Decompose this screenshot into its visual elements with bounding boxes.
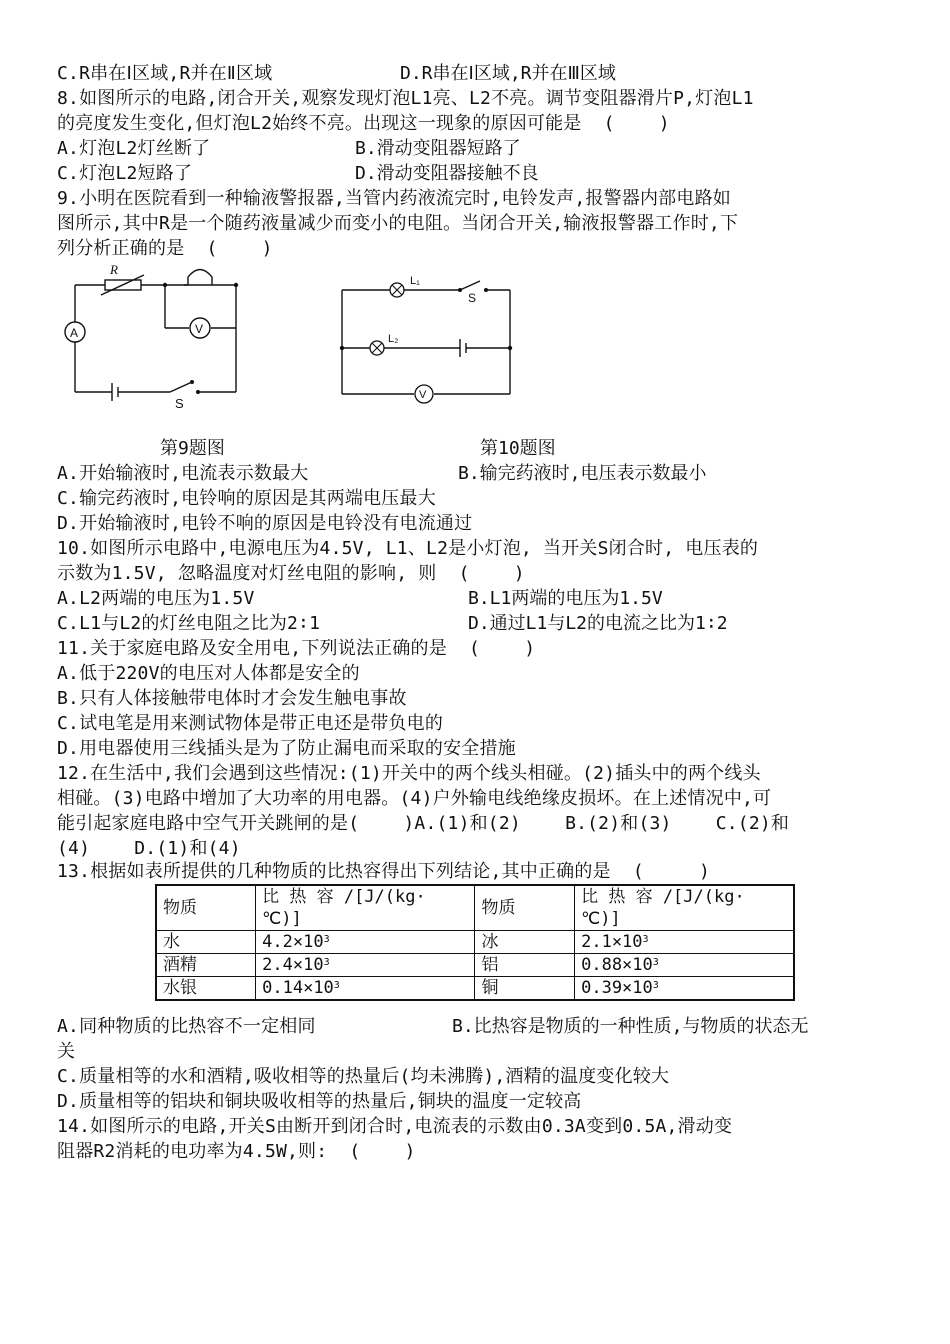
fig9-switch-label: S: [175, 396, 184, 411]
fig9-label-r: R: [110, 262, 118, 277]
figure-10-caption: 第10题图: [480, 438, 556, 459]
fig9-voltmeter-label: V: [195, 322, 204, 336]
q9-option-c: C.输完药液时,电铃响的原因是其两端电压最大: [57, 488, 436, 509]
q11-option-a: A.低于220V的电压对人体都是安全的: [57, 663, 360, 684]
q10-option-a: A.L2两端的电压为1.5V: [57, 588, 255, 609]
q13-stem: 13.根据如表所提供的几种物质的比热容得出下列结论,其中正确的是 ( ): [57, 861, 711, 882]
q11-option-c: C.试电笔是用来测试物体是带正电还是带负电的: [57, 713, 444, 734]
q10-option-d: D.通过L1与L2的电流之比为1∶2: [468, 613, 728, 634]
specific-heat-table: [155, 884, 795, 1001]
q9-option-d: D.开始输液时,电铃不响的原因是电铃没有电流通过: [57, 513, 473, 534]
q7-option-d: D.R串在Ⅰ区域,R并在Ⅲ区域: [400, 63, 616, 84]
q8-option-a: A.灯泡L2灯丝断了: [57, 138, 211, 159]
table-header-row: [156, 885, 794, 931]
table-cell: 酒精: [156, 954, 256, 977]
figure-9-circuit: [60, 262, 260, 412]
q13-option-a: A.同种物质的比热容不一定相同: [57, 1016, 316, 1037]
q10-option-b: B.L1两端的电压为1.5V: [468, 588, 663, 609]
q14-stem-line2: 阻器R2消耗的电功率为4.5W,则: ( ): [57, 1141, 416, 1162]
q8-option-b: B.滑动变阻器短路了: [355, 138, 521, 159]
q7-option-c: C.R串在Ⅰ区域,R并在Ⅱ区域: [57, 63, 273, 84]
table-cell: $0.88\times 10^3$: [575, 954, 794, 977]
q12-stem-line1: 12.在生活中,我们会遇到这些情况:(1)开关中的两个线头相碰。(2)插头中的两个线头: [57, 763, 761, 784]
fig10-l1-label: L₁: [410, 275, 420, 287]
q10-stem-line1: 10.如图所示电路中,电源电压为4.5V, L1、L2是小灯泡, 当开关S闭合时, 电压表的: [57, 538, 759, 559]
table-cell: 铜: [475, 977, 575, 1001]
q8-option-d: D.滑动变阻器接触不良: [355, 163, 539, 184]
q12-stem-line3: 能引起家庭电路中空气开关跳闸的是( )A.(1)和(2) B.(2)和(3) C.(2)和: [57, 813, 790, 834]
table-cell: $2.4\times 10^3$: [256, 954, 475, 977]
table-header-cell: 比 热 容 /[J/(kg· ℃)]: [575, 885, 794, 931]
q12-stem-line4: (4) D.(1)和(4): [57, 838, 241, 859]
fig10-switch-label: S: [468, 291, 477, 305]
q9-option-b: B.输完药液时,电压表示数最小: [458, 463, 707, 484]
q10-stem-line2: 示数为1.5V, 忽略温度对灯丝电阻的影响, 则 ( ): [57, 563, 525, 584]
fig10-l2-label: L₂: [388, 333, 399, 345]
fig10-voltmeter-label: V: [419, 389, 427, 401]
table-cell: $0.39\times 10^3$: [575, 977, 794, 1001]
figure-9-caption: 第9题图: [160, 438, 225, 459]
q9-stem-line2: 图所示,其中R是一个随药液量减少而变小的电阻。当闭合开关,输液报警器工作时,下: [57, 213, 739, 234]
q10-option-c: C.L1与L2的灯丝电阻之比为2∶1: [57, 613, 321, 634]
q11-option-b: B.只有人体接触带电体时才会发生触电事故: [57, 688, 407, 709]
q13-option-d: D.质量相等的铝块和铜块吸收相等的热量后,铜块的温度一定较高: [57, 1091, 582, 1112]
q9-stem-line3: 列分析正确的是 ( ): [57, 238, 273, 259]
q12-stem-line2: 相碰。(3)电路中增加了大功率的用电器。(4)户外输电线绝缘皮损坏。在上述情况中,可: [57, 788, 772, 809]
table-cell: $0.14\times 10^3$: [256, 977, 475, 1001]
q9-option-a: A.开始输液时,电流表示数最大: [57, 463, 309, 484]
q8-stem-line2: 的亮度发生变化,但灯泡L2始终不亮。出现这一现象的原因可能是 ( ): [57, 113, 670, 134]
table-row: [156, 954, 794, 977]
q11-stem: 11.关于家庭电路及安全用电,下列说法正确的是 ( ): [57, 638, 536, 659]
q8-option-c: C.灯泡L2短路了: [57, 163, 193, 184]
fig9-ammeter-label: A: [70, 326, 79, 340]
q9-stem-line1: 9.小明在医院看到一种输液警报器,当管内药液流完时,电铃发声,报警器内部电路如: [57, 188, 731, 209]
q13-option-b-cont: 关: [57, 1041, 76, 1062]
table-cell: $4.2\times 10^3$: [256, 931, 475, 954]
q11-option-d: D.用电器使用三线插头是为了防止漏电而采取的安全措施: [57, 738, 516, 759]
table-cell: 水: [156, 931, 256, 954]
table-cell: 铝: [475, 954, 575, 977]
table-header-cell: 物质: [156, 885, 256, 931]
table-cell: $2.1\times 10^3$: [575, 931, 794, 954]
table-cell: 水银: [156, 977, 256, 1001]
q13-option-c: C.质量相等的水和酒精,吸收相等的热量后(均未沸腾),酒精的温度变化较大: [57, 1066, 670, 1087]
table-row: [156, 931, 794, 954]
table-header-cell: 比 热 容 /[J/(kg· ℃)]: [256, 885, 475, 931]
q14-stem-line1: 14.如图所示的电路,开关S由断开到闭合时,电流表的示数由0.3A变到0.5A,滑动变: [57, 1116, 733, 1137]
figure-10-circuit: [330, 272, 530, 407]
table-row: [156, 977, 794, 1001]
table-header-cell: 物质: [475, 885, 575, 931]
q13-option-b: B.比热容是物质的一种性质,与物质的状态无: [452, 1016, 809, 1037]
table-cell: 冰: [475, 931, 575, 954]
q8-stem-line1: 8.如图所示的电路,闭合开关,观察发现灯泡L1亮、L2不亮。调节变阻器滑片P,灯泡L1: [57, 88, 754, 109]
